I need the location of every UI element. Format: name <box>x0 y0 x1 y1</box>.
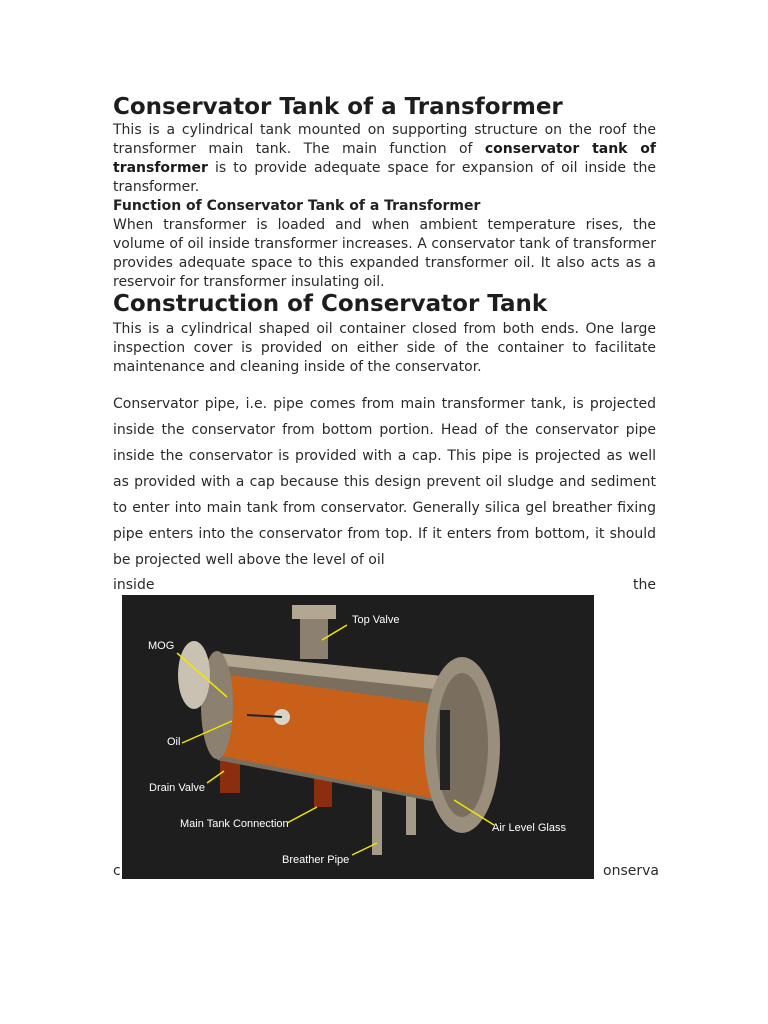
page-title: Conservator Tank of a Transformer <box>113 94 563 120</box>
right-flange <box>424 657 500 833</box>
figure-container <box>113 595 659 879</box>
intro-text-bold: conservator tank of transformer <box>113 141 656 176</box>
conservator-tank-diagram <box>122 595 594 879</box>
last-line-left: inside <box>113 577 155 593</box>
label-mog: MOG <box>148 640 175 652</box>
label-drain-valve: Drain Valve <box>149 782 206 794</box>
trailing-text-left: c <box>113 863 121 879</box>
diagram-svg <box>122 595 594 879</box>
label-top-valve: Top Valve <box>352 614 400 626</box>
intro-paragraph <box>113 121 656 197</box>
intro-text-after: is to provide adequate space for expansion of oil inside the transformer. <box>113 160 656 195</box>
pipe-paragraph: Conservator pipe, i.e. pipe comes from main transformer tank, is projected inside the conservator from bottom portion. Head of the conservator pipe inside the conservator is provided with a cap. This pipe is projected as well as provided with a cap because this design prevent oil sludge and sediment to enter into main tank from conservator. Generally silica gel breather fixing pipe enters into the conservator from top. If it enters from bottom, it should be projected well above the level of oil <box>113 396 656 568</box>
air-level-glass-shape <box>440 710 450 790</box>
construction-heading: Construction of Conservator Tank <box>113 291 548 317</box>
trailing-text-right: onserva <box>603 863 659 879</box>
top-valve-cap <box>292 605 336 619</box>
label-oil: Oil <box>167 736 181 748</box>
top-valve-stem <box>300 613 328 659</box>
mog-gauge <box>178 641 210 709</box>
function-heading: Function of Conservator Tank of a Transformer <box>113 198 481 214</box>
label-breather-pipe: Breather Pipe <box>282 854 350 866</box>
label-main-tank-connection: Main Tank Connection <box>180 818 289 830</box>
justified-last-line <box>113 577 656 593</box>
construction-paragraph: This is a cylindrical shaped oil container closed from both ends. One large inspection cover is provided on either side of the container to facilitate maintenance and cleaning inside of the conservator. <box>113 321 656 375</box>
function-paragraph: When transformer is loaded and when ambient temperature rises, the volume of oil inside transformer increases. A conservator tank of transformer provides adequate space to this expanded transformer oil. It also acts as a reservoir for transformer insulating oil. <box>113 217 656 290</box>
intro-text-before: This is a cylindrical tank mounted on supporting structure on the roof the transformer main tank. The main function of <box>113 122 656 157</box>
last-line-right: the <box>633 577 656 593</box>
label-air-level-glass: Air Level Glass <box>492 822 566 834</box>
